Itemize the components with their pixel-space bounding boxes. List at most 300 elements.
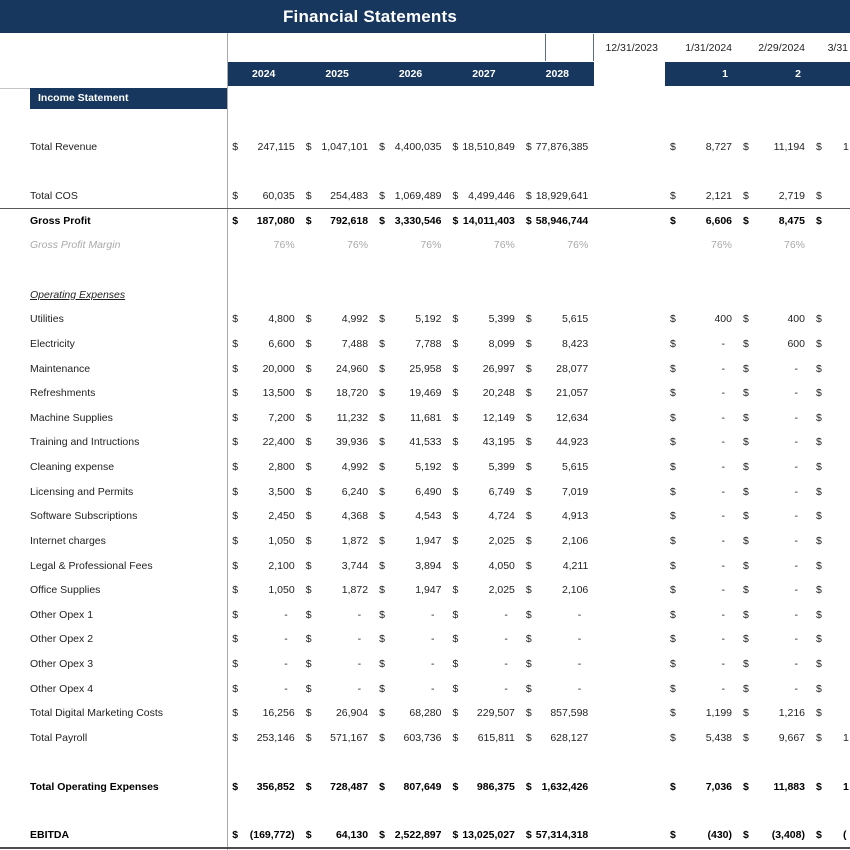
value-cell-year[interactable] [301,135,374,160]
value-cell-year[interactable] [227,701,300,726]
currency-symbol: $ [743,411,749,424]
value-cell-year[interactable] [448,652,521,677]
value-cell-year[interactable] [374,381,447,406]
row-label[interactable]: Other Opex 2 [30,633,94,646]
value-cell-year[interactable] [448,430,521,455]
value-cell-year[interactable] [374,455,447,480]
value-cell-month[interactable] [738,184,811,208]
value-cell-month-partial[interactable] [811,627,850,652]
cell-value: - [794,362,798,375]
value-cell-year[interactable] [448,455,521,480]
table-row [0,381,850,406]
row-label[interactable]: Software Subscriptions [30,510,138,523]
value-cell-year[interactable] [374,332,447,357]
currency-symbol: $ [743,829,749,842]
value-cell-month[interactable] [738,479,811,504]
cell-value: 18,929,641 [535,189,589,202]
value-cell-year[interactable] [521,184,594,208]
date-header-3[interactable]: 2/29/2024 [758,42,805,54]
row-label[interactable]: Legal & Professional Fees [30,559,153,572]
value-cell-year[interactable] [301,332,374,357]
value-cell-year[interactable] [521,430,594,455]
value-cell-month-partial[interactable] [811,479,850,504]
row-label[interactable]: Refreshments [30,387,96,400]
value-cell-month[interactable] [738,307,811,332]
cell-value: 4,992 [341,461,369,474]
currency-symbol: $ [305,534,312,547]
value-cell-month[interactable] [665,676,738,701]
value-cell-month[interactable] [738,603,811,628]
currency-symbol: $ [452,584,459,597]
section-banner[interactable]: Income Statement [30,88,227,109]
value-cell-year[interactable] [227,184,300,208]
cell-value: 4,913 [562,510,589,523]
cell-value: 19,469 [409,387,442,400]
currency-symbol: $ [452,436,459,449]
cell-value: 2,450 [268,510,295,523]
value-cell-month[interactable] [738,553,811,578]
value-cell-month[interactable] [665,627,738,652]
value-cell-month[interactable] [738,578,811,603]
value-cell-year[interactable] [374,209,447,234]
value-cell-year[interactable] [521,529,594,554]
value-cell-month[interactable] [665,332,738,357]
value-cell-year[interactable] [227,332,300,357]
row-label[interactable]: Gross Profit [30,214,91,227]
value-cell-year[interactable] [521,701,594,726]
value-cell-year[interactable] [448,603,521,628]
value-cell-month-partial[interactable] [811,332,850,357]
row-label[interactable]: Operating Expenses [30,288,126,301]
value-cell-month-partial[interactable] [811,455,850,480]
value-cell-month[interactable] [738,233,811,258]
row-label[interactable]: Licensing and Permits [30,485,134,498]
value-cell-year[interactable] [374,504,447,529]
cell-value: (169,772) [249,829,295,842]
value-cell-year[interactable] [227,381,300,406]
value-cell-year[interactable] [301,455,374,480]
row-label[interactable]: Machine Supplies [30,411,113,424]
value-cell-year[interactable] [448,233,521,258]
value-cell-year[interactable] [374,406,447,431]
value-cell-year[interactable] [301,652,374,677]
value-cell-year[interactable] [301,406,374,431]
row-label[interactable]: Electricity [30,337,75,350]
currency-symbol: $ [379,658,385,671]
currency-symbol: $ [232,534,239,547]
cell-value: - [794,436,798,449]
value-cell-year[interactable] [301,504,374,529]
value-cell-year[interactable] [301,701,374,726]
value-cell-month-partial[interactable] [811,578,850,603]
spacer-row [0,800,850,825]
cell-value: 615,811 [477,731,515,744]
value-cell-month[interactable] [665,455,738,480]
cell-value: 1,872 [341,584,369,597]
value-cell-year[interactable] [227,627,300,652]
value-cell-year[interactable] [227,824,300,847]
value-cell-year[interactable] [521,356,594,381]
value-cell-year[interactable] [301,307,374,332]
value-cell-year[interactable] [521,676,594,701]
value-cell-year[interactable] [448,184,521,208]
value-cell-year[interactable] [301,775,374,800]
value-cell-month-partial[interactable] [811,726,850,751]
value-cell-month[interactable] [665,726,738,751]
value-cell-month-partial[interactable] [811,504,850,529]
value-cell-month[interactable] [738,356,811,381]
currency-symbol: $ [525,510,532,523]
value-cell-year[interactable] [301,578,374,603]
value-cell-year[interactable] [227,578,300,603]
currency-symbol: $ [452,682,459,695]
value-cell-month[interactable] [665,652,738,677]
value-cell-year[interactable] [301,726,374,751]
value-cell-year[interactable] [521,553,594,578]
value-cell-year[interactable] [227,553,300,578]
value-cell-year[interactable] [448,406,521,431]
period-header-2[interactable]: 2 [795,68,801,80]
currency-symbol: $ [670,485,676,498]
value-cell-year[interactable] [448,726,521,751]
value-cell-year[interactable] [227,676,300,701]
value-cell-month[interactable] [665,307,738,332]
value-cell-year[interactable] [521,603,594,628]
cell-value: 5,192 [415,313,442,326]
currency-symbol: $ [816,436,822,449]
value-cell-month-partial[interactable] [811,381,850,406]
value-cell-year[interactable] [374,652,447,677]
value-cell-month[interactable] [738,332,811,357]
value-cell-year[interactable] [448,529,521,554]
value-cell-year[interactable] [374,479,447,504]
year-header-2028[interactable]: 2028 [545,68,569,80]
currency-symbol: $ [379,682,385,695]
value-cell-year[interactable] [374,676,447,701]
value-cell-month-partial[interactable] [811,406,850,431]
cell-value: 3,500 [268,485,295,498]
currency-symbol: $ [379,485,385,498]
cell-value: - [430,682,435,695]
date-header-4[interactable]: 3/31 [827,42,848,54]
value-cell-month-partial[interactable] [811,356,850,381]
value-cell-year[interactable] [521,578,594,603]
value-cell-year[interactable] [227,209,300,234]
value-cell-year[interactable] [521,406,594,431]
value-cell-year[interactable] [227,135,300,160]
value-cell-year[interactable] [374,726,447,751]
currency-symbol: $ [670,140,676,153]
row-label[interactable]: Cleaning expense [30,461,115,474]
currency-symbol: $ [232,707,239,720]
cell-value: 18,720 [335,387,369,400]
cell-value: 792,618 [330,214,369,227]
value-cell-year[interactable] [374,233,447,258]
cell-value: - [357,633,362,646]
spacer-row [0,258,850,283]
value-cell-year[interactable] [374,627,447,652]
cell-border [593,34,594,61]
value-cell-year[interactable] [227,529,300,554]
date-header-1[interactable]: 12/31/2023 [605,42,658,54]
row-label[interactable]: Office Supplies [30,584,101,597]
value-cell-month[interactable] [738,652,811,677]
row-label[interactable]: Other Opex 3 [30,658,94,671]
row-label[interactable]: Total Operating Expenses [30,781,159,794]
row-label[interactable]: Total Revenue [30,140,98,153]
value-cell-month[interactable] [738,529,811,554]
year-header-2026[interactable]: 2026 [398,68,423,80]
value-cell-year[interactable] [521,726,594,751]
value-cell-year[interactable] [448,479,521,504]
value-cell-year[interactable] [448,553,521,578]
value-cell-year[interactable] [448,775,521,800]
value-cell-month[interactable] [665,553,738,578]
value-cell-year[interactable] [374,529,447,554]
spacer-row [0,159,850,184]
value-cell-month-partial[interactable] [811,184,850,208]
value-cell-year[interactable] [227,603,300,628]
cell-value: 44,923 [556,436,589,449]
value-cell-year[interactable] [448,356,521,381]
value-cell-month[interactable] [738,455,811,480]
value-cell-year[interactable] [448,209,521,234]
row-label[interactable]: Other Opex 4 [30,682,94,695]
value-cell-year[interactable] [301,553,374,578]
value-cell-year[interactable] [448,307,521,332]
value-cell-year[interactable] [521,824,594,847]
value-cell-year[interactable] [301,233,374,258]
currency-symbol: $ [379,436,385,449]
table-row [0,430,850,455]
value-cell-year[interactable] [374,430,447,455]
value-cell-month[interactable] [665,479,738,504]
value-cell-year[interactable] [374,578,447,603]
currency-symbol: $ [232,781,239,794]
row-label[interactable]: EBITDA [30,829,70,842]
value-cell-year[interactable] [448,381,521,406]
currency-symbol: $ [743,189,749,202]
currency-symbol: $ [670,387,676,400]
value-cell-year[interactable] [448,627,521,652]
value-cell-month[interactable] [738,430,811,455]
year-header-2024[interactable]: 2024 [252,68,276,80]
value-cell-year[interactable] [374,701,447,726]
currency-symbol: $ [305,387,312,400]
row-label[interactable]: Total Payroll [30,731,88,744]
value-cell-year[interactable] [521,479,594,504]
value-cell-month[interactable] [738,676,811,701]
value-cell-month[interactable] [665,356,738,381]
value-cell-month[interactable] [665,504,738,529]
value-cell-year[interactable] [301,209,374,234]
value-cell-month[interactable] [665,233,738,258]
currency-symbol: $ [816,731,822,744]
value-cell-month-partial[interactable] [811,775,850,800]
value-cell-year[interactable] [227,233,300,258]
value-cell-year[interactable] [521,652,594,677]
value-cell-year[interactable] [374,135,447,160]
value-cell-year[interactable] [521,775,594,800]
currency-symbol: $ [305,584,312,597]
value-cell-year[interactable] [374,553,447,578]
row-label[interactable]: Maintenance [30,362,91,375]
value-cell-month-partial[interactable] [811,603,850,628]
value-cell-month-partial[interactable] [811,135,850,160]
row-label[interactable]: Other Opex 1 [30,608,94,621]
currency-symbol: $ [452,559,459,572]
value-cell-month-partial[interactable] [811,652,850,677]
value-cell-year[interactable] [227,775,300,800]
value-cell-year[interactable] [301,627,374,652]
value-cell-month[interactable] [665,824,738,847]
value-cell-year[interactable] [521,381,594,406]
currency-symbol: $ [379,387,385,400]
value-cell-month[interactable] [738,406,811,431]
value-cell-year[interactable] [448,578,521,603]
value-cell-year[interactable] [521,627,594,652]
value-cell-year[interactable] [448,504,521,529]
value-cell-month-partial[interactable] [811,824,850,847]
value-cell-year[interactable] [301,430,374,455]
value-cell-year[interactable] [521,209,594,234]
currency-symbol: $ [452,461,459,474]
value-cell-year[interactable] [227,406,300,431]
value-cell-month[interactable] [738,135,811,160]
value-cell-year[interactable] [521,455,594,480]
cell-value: 3,894 [415,559,442,572]
currency-symbol: $ [743,510,749,523]
year-header-2027[interactable]: 2027 [472,68,496,80]
value-cell-year[interactable] [301,676,374,701]
value-cell-year[interactable] [448,135,521,160]
value-cell-month[interactable] [665,603,738,628]
value-cell-year[interactable] [227,307,300,332]
value-cell-year[interactable] [374,603,447,628]
value-cell-month[interactable] [665,381,738,406]
value-cell-month[interactable] [665,775,738,800]
value-cell-year[interactable] [227,726,300,751]
value-cell-month[interactable] [738,381,811,406]
value-cell-month-partial[interactable] [811,430,850,455]
value-cell-year[interactable] [227,504,300,529]
value-cell-month[interactable] [665,406,738,431]
value-cell-year[interactable] [521,307,594,332]
value-cell-year[interactable] [301,824,374,847]
cell-value: 76% [567,239,589,252]
value-cell-year[interactable] [448,676,521,701]
value-cell-month-partial[interactable] [811,553,850,578]
value-cell-year[interactable] [374,184,447,208]
value-cell-month[interactable] [738,726,811,751]
cell-value: - [721,461,725,474]
value-cell-year[interactable] [374,824,447,847]
value-cell-month[interactable] [665,578,738,603]
value-cell-year[interactable] [301,184,374,208]
table-row [0,356,850,381]
value-cell-month-partial[interactable] [811,209,850,234]
row-label[interactable]: Total COS [30,189,78,202]
value-cell-month[interactable] [738,627,811,652]
value-cell-year[interactable] [448,701,521,726]
currency-symbol: $ [305,140,312,153]
cell-value: 3,744 [341,559,369,572]
cell-value: 12,634 [556,411,589,424]
value-cell-year[interactable] [227,479,300,504]
value-cell-month-partial[interactable] [811,529,850,554]
date-header-2[interactable]: 1/31/2024 [685,42,732,54]
currency-symbol: $ [670,658,676,671]
value-cell-year[interactable] [448,332,521,357]
row-label[interactable]: Utilities [30,313,64,326]
value-cell-year[interactable] [521,135,594,160]
value-cell-year[interactable] [521,233,594,258]
year-header-2025[interactable]: 2025 [325,68,349,80]
value-cell-year[interactable] [301,479,374,504]
value-cell-month[interactable] [665,135,738,160]
value-cell-month[interactable] [665,529,738,554]
value-cell-month[interactable] [665,701,738,726]
value-cell-month[interactable] [665,209,738,234]
cell-value: 253,146 [256,731,295,744]
cell-value: - [577,633,582,646]
value-cell-year[interactable] [227,455,300,480]
value-cell-month[interactable] [738,504,811,529]
value-cell-month-partial[interactable] [811,676,850,701]
currency-symbol: $ [525,658,532,671]
value-cell-month[interactable] [738,701,811,726]
cell-value: 5,192 [415,461,442,474]
currency-symbol: $ [305,633,312,646]
value-cell-year[interactable] [374,356,447,381]
value-cell-month-partial[interactable] [811,307,850,332]
value-cell-year[interactable] [448,824,521,847]
value-cell-year[interactable] [521,332,594,357]
value-cell-year[interactable] [301,381,374,406]
value-cell-month[interactable] [665,430,738,455]
value-cell-year[interactable] [301,529,374,554]
currency-symbol: $ [816,411,822,424]
period-header-1[interactable]: 1 [722,68,728,80]
row-label[interactable]: Total Digital Marketing Costs [30,707,164,720]
value-cell-year[interactable] [227,430,300,455]
value-cell-year[interactable] [521,504,594,529]
value-cell-year[interactable] [301,356,374,381]
currency-symbol: $ [525,534,532,547]
currency-symbol: $ [743,731,749,744]
row-label[interactable]: Training and Intructions [30,436,140,449]
currency-symbol: $ [816,707,822,720]
value-cell-year[interactable] [227,652,300,677]
currency-symbol: $ [816,534,822,547]
cell-value: - [284,633,288,646]
value-cell-year[interactable] [374,307,447,332]
value-cell-year[interactable] [227,356,300,381]
cell-value: 4,543 [415,510,442,523]
value-cell-month[interactable] [738,775,811,800]
value-cell-year[interactable] [374,775,447,800]
row-label[interactable]: Internet charges [30,534,106,547]
value-cell-year[interactable] [301,603,374,628]
spacer-row [0,110,850,135]
value-cell-month[interactable] [738,824,811,847]
value-cell-month-partial[interactable] [811,701,850,726]
cell-value: 247,115 [257,140,295,153]
table-row [0,824,850,849]
row-label[interactable]: Gross Profit Margin [30,239,121,252]
value-cell-month[interactable] [665,184,738,208]
value-cell-month[interactable] [738,209,811,234]
